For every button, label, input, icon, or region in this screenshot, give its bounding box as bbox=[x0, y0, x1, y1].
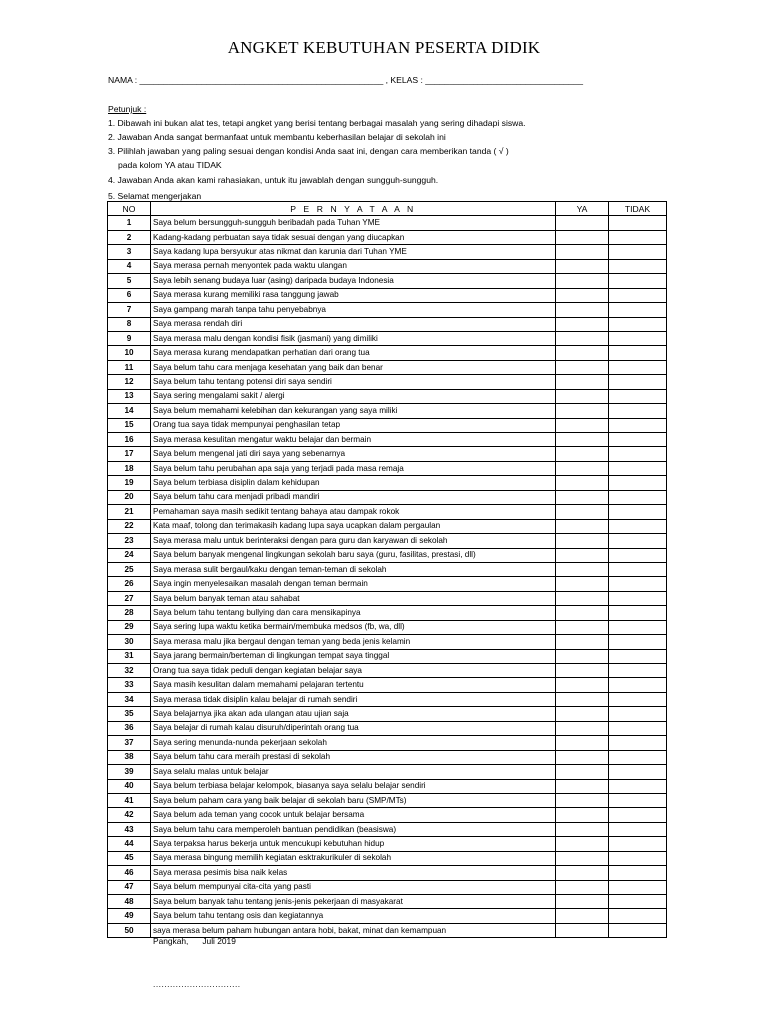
tidak-checkbox-cell[interactable] bbox=[609, 216, 667, 230]
row-number: 27 bbox=[108, 591, 151, 605]
row-number: 43 bbox=[108, 822, 151, 836]
ya-checkbox-cell[interactable] bbox=[556, 577, 609, 591]
instruction-item-1: 1. Dibawah ini bukan alat tes, tetapi angket yang berisi tentang berbagai masalah yang sering dihadapi siswa. bbox=[108, 118, 526, 128]
row-number: 45 bbox=[108, 851, 151, 865]
statement-text: Saya merasa malu dengan kondisi fisik (jasmani) yang dimiliki bbox=[151, 331, 556, 345]
ya-checkbox-cell[interactable] bbox=[556, 519, 609, 533]
table-row bbox=[108, 866, 667, 880]
row-number: 32 bbox=[108, 664, 151, 678]
table-row bbox=[108, 793, 667, 807]
header-tidak: TIDAK bbox=[609, 202, 667, 216]
row-number: 11 bbox=[108, 360, 151, 374]
table-row bbox=[108, 476, 667, 490]
ya-checkbox-cell[interactable] bbox=[556, 562, 609, 576]
table-row bbox=[108, 880, 667, 894]
tidak-checkbox-cell[interactable] bbox=[609, 851, 667, 865]
statement-text: Saya merasa bingung memilih kegiatan esktrakurikuler di sekolah bbox=[151, 851, 556, 865]
tidak-checkbox-cell[interactable] bbox=[609, 317, 667, 331]
table-row bbox=[108, 259, 667, 273]
tidak-checkbox-cell[interactable] bbox=[609, 591, 667, 605]
row-number: 16 bbox=[108, 433, 151, 447]
instruction-item-2: 2. Jawaban Anda sangat bermanfaat untuk membantu keberhasilan belajar di sekolah ini bbox=[108, 132, 446, 142]
tidak-checkbox-cell[interactable] bbox=[609, 331, 667, 345]
tidak-checkbox-cell[interactable] bbox=[609, 562, 667, 576]
statement-text: saya merasa belum paham hubungan antara hobi, bakat, minat dan kemampuan bbox=[151, 923, 556, 937]
statement-text: Saya belum ada teman yang cocok untuk belajar bersama bbox=[151, 808, 556, 822]
row-number: 36 bbox=[108, 721, 151, 735]
table-row bbox=[108, 375, 667, 389]
ya-checkbox-cell[interactable] bbox=[556, 548, 609, 562]
ya-checkbox-cell[interactable] bbox=[556, 765, 609, 779]
statement-text: Saya belum terbiasa disiplin dalam kehidupan bbox=[151, 476, 556, 490]
ya-checkbox-cell[interactable] bbox=[556, 736, 609, 750]
tidak-checkbox-cell[interactable] bbox=[609, 750, 667, 764]
ya-checkbox-cell[interactable] bbox=[556, 909, 609, 923]
table-row bbox=[108, 909, 667, 923]
ya-checkbox-cell[interactable] bbox=[556, 433, 609, 447]
tidak-checkbox-cell[interactable] bbox=[609, 779, 667, 793]
tidak-checkbox-cell[interactable] bbox=[609, 288, 667, 302]
row-number: 8 bbox=[108, 317, 151, 331]
ya-checkbox-cell[interactable] bbox=[556, 678, 609, 692]
ya-checkbox-cell[interactable] bbox=[556, 404, 609, 418]
ya-checkbox-cell[interactable] bbox=[556, 230, 609, 244]
header-statement: P E R N Y A T A A N bbox=[151, 202, 556, 216]
table-row bbox=[108, 577, 667, 591]
tidak-checkbox-cell[interactable] bbox=[609, 360, 667, 374]
tidak-checkbox-cell[interactable] bbox=[609, 808, 667, 822]
row-number: 50 bbox=[108, 923, 151, 937]
row-number: 49 bbox=[108, 909, 151, 923]
table-row bbox=[108, 779, 667, 793]
ya-checkbox-cell[interactable] bbox=[556, 331, 609, 345]
ya-checkbox-cell[interactable] bbox=[556, 721, 609, 735]
statement-text: Saya merasa kesulitan mengatur waktu belajar dan bermain bbox=[151, 433, 556, 447]
ya-checkbox-cell[interactable] bbox=[556, 288, 609, 302]
statement-text: Saya belum terbiasa belajar kelompok, biasanya saya selalu belajar sendiri bbox=[151, 779, 556, 793]
statement-text: Saya belum banyak teman atau sahabat bbox=[151, 591, 556, 605]
table-row bbox=[108, 620, 667, 634]
table-row bbox=[108, 274, 667, 288]
statement-text: Saya belajarnya jika akan ada ulangan atau ujian saja bbox=[151, 707, 556, 721]
statement-text: Saya belum tahu tentang bullying dan cara mensikapinya bbox=[151, 606, 556, 620]
table-row bbox=[108, 433, 667, 447]
table-row bbox=[108, 331, 667, 345]
row-number: 9 bbox=[108, 331, 151, 345]
statement-text: Saya merasa kurang memiliki rasa tanggung jawab bbox=[151, 288, 556, 302]
row-number: 14 bbox=[108, 404, 151, 418]
statement-text: Saya belum tahu perubahan apa saja yang terjadi pada masa remaja bbox=[151, 461, 556, 475]
statement-text: Saya ingin menyelesaikan masalah dengan teman bermain bbox=[151, 577, 556, 591]
row-number: 48 bbox=[108, 895, 151, 909]
ya-checkbox-cell[interactable] bbox=[556, 505, 609, 519]
table-row bbox=[108, 447, 667, 461]
ya-checkbox-cell[interactable] bbox=[556, 259, 609, 273]
signature-place-date: Pangkah, Juli 2019 bbox=[153, 936, 236, 946]
statement-text: Saya merasa sulit bergaul/kaku dengan teman-teman di sekolah bbox=[151, 562, 556, 576]
statement-text: Saya merasa pernah menyontek pada waktu ulangan bbox=[151, 259, 556, 273]
table-row bbox=[108, 851, 667, 865]
table-row bbox=[108, 461, 667, 475]
table-row bbox=[108, 360, 667, 374]
tidak-checkbox-cell[interactable] bbox=[609, 837, 667, 851]
ya-checkbox-cell[interactable] bbox=[556, 880, 609, 894]
ya-checkbox-cell[interactable] bbox=[556, 418, 609, 432]
table-row bbox=[108, 245, 667, 259]
table-row bbox=[108, 562, 667, 576]
tidak-checkbox-cell[interactable] bbox=[609, 433, 667, 447]
ya-checkbox-cell[interactable] bbox=[556, 591, 609, 605]
tidak-checkbox-cell[interactable] bbox=[609, 880, 667, 894]
tidak-checkbox-cell[interactable] bbox=[609, 404, 667, 418]
ya-checkbox-cell[interactable] bbox=[556, 461, 609, 475]
statement-text: Saya jarang bermain/berteman di lingkungan tempat saya tinggal bbox=[151, 649, 556, 663]
row-number: 29 bbox=[108, 620, 151, 634]
statement-text: Saya masih kesulitan dalam memahami pelajaran tertentu bbox=[151, 678, 556, 692]
tidak-checkbox-cell[interactable] bbox=[609, 577, 667, 591]
row-number: 47 bbox=[108, 880, 151, 894]
tidak-checkbox-cell[interactable] bbox=[609, 418, 667, 432]
row-number: 24 bbox=[108, 548, 151, 562]
ya-checkbox-cell[interactable] bbox=[556, 635, 609, 649]
ya-checkbox-cell[interactable] bbox=[556, 360, 609, 374]
statement-text: Saya belum banyak tahu tentang jenis-jenis pekerjaan di masyakarat bbox=[151, 895, 556, 909]
ya-checkbox-cell[interactable] bbox=[556, 808, 609, 822]
table-row bbox=[108, 635, 667, 649]
tidak-checkbox-cell[interactable] bbox=[609, 245, 667, 259]
row-number: 4 bbox=[108, 259, 151, 273]
tidak-checkbox-cell[interactable] bbox=[609, 635, 667, 649]
instruction-item-4: 4. Jawaban Anda akan kami rahasiakan, untuk itu jawablah dengan sungguh-sungguh. bbox=[108, 175, 439, 185]
row-number: 12 bbox=[108, 375, 151, 389]
tidak-checkbox-cell[interactable] bbox=[609, 909, 667, 923]
statement-text: Saya merasa malu jika bergaul dengan teman yang beda jenis kelamin bbox=[151, 635, 556, 649]
ya-checkbox-cell[interactable] bbox=[556, 895, 609, 909]
table-row bbox=[108, 303, 667, 317]
statement-text: Saya gampang marah tanpa tahu penyebabnya bbox=[151, 303, 556, 317]
table-body bbox=[108, 216, 667, 938]
table-row bbox=[108, 678, 667, 692]
ya-checkbox-cell[interactable] bbox=[556, 664, 609, 678]
row-number: 5 bbox=[108, 274, 151, 288]
statement-text: Saya lebih senang budaya luar (asing) daripada budaya Indonesia bbox=[151, 274, 556, 288]
tidak-checkbox-cell[interactable] bbox=[609, 548, 667, 562]
statement-text: Pemahaman saya masih sedikit tentang bahaya atau dampak rokok bbox=[151, 505, 556, 519]
tidak-checkbox-cell[interactable] bbox=[609, 707, 667, 721]
statement-text: Saya sering lupa waktu ketika bermain/membuka medsos (fb, wa, dll) bbox=[151, 620, 556, 634]
table-row bbox=[108, 649, 667, 663]
ya-checkbox-cell[interactable] bbox=[556, 649, 609, 663]
table-row bbox=[108, 418, 667, 432]
ya-checkbox-cell[interactable] bbox=[556, 620, 609, 634]
row-number: 26 bbox=[108, 577, 151, 591]
tidak-checkbox-cell[interactable] bbox=[609, 461, 667, 475]
row-number: 20 bbox=[108, 490, 151, 504]
tidak-checkbox-cell[interactable] bbox=[609, 664, 667, 678]
statement-text: Saya sering mengalami sakit / alergi bbox=[151, 389, 556, 403]
tidak-checkbox-cell[interactable] bbox=[609, 230, 667, 244]
statement-text: Saya belajar di rumah kalau disuruh/diperintah orang tua bbox=[151, 721, 556, 735]
statement-text: Saya belum tahu cara menjaga kesehatan yang baik dan benar bbox=[151, 360, 556, 374]
ya-checkbox-cell[interactable] bbox=[556, 837, 609, 851]
tidak-checkbox-cell[interactable] bbox=[609, 274, 667, 288]
table-row bbox=[108, 230, 667, 244]
statement-text: Saya belum tahu cara meraih prestasi di sekolah bbox=[151, 750, 556, 764]
ya-checkbox-cell[interactable] bbox=[556, 866, 609, 880]
statement-text: Saya merasa pesimis bisa naik kelas bbox=[151, 866, 556, 880]
row-number: 40 bbox=[108, 779, 151, 793]
tidak-checkbox-cell[interactable] bbox=[609, 822, 667, 836]
statement-text: Saya merasa kurang mendapatkan perhatian dari orang tua bbox=[151, 346, 556, 360]
statement-text: Orang tua saya tidak peduli dengan kegiatan belajar saya bbox=[151, 664, 556, 678]
table-row bbox=[108, 591, 667, 605]
statement-text: Saya merasa malu untuk berinteraksi dengan para guru dan karyawan di sekolah bbox=[151, 534, 556, 548]
statement-text: Kadang-kadang perbuatan saya tidak sesuai dengan yang diucapkan bbox=[151, 230, 556, 244]
row-number: 7 bbox=[108, 303, 151, 317]
tidak-checkbox-cell[interactable] bbox=[609, 736, 667, 750]
row-number: 42 bbox=[108, 808, 151, 822]
tidak-checkbox-cell[interactable] bbox=[609, 375, 667, 389]
instruction-item-3-continued: pada kolom YA atau TIDAK bbox=[118, 160, 222, 170]
table-header-row bbox=[108, 202, 667, 216]
ya-checkbox-cell[interactable] bbox=[556, 346, 609, 360]
tidak-checkbox-cell[interactable] bbox=[609, 346, 667, 360]
tidak-checkbox-cell[interactable] bbox=[609, 519, 667, 533]
row-number: 37 bbox=[108, 736, 151, 750]
table-row bbox=[108, 808, 667, 822]
table-row bbox=[108, 895, 667, 909]
tidak-checkbox-cell[interactable] bbox=[609, 476, 667, 490]
row-number: 38 bbox=[108, 750, 151, 764]
row-number: 35 bbox=[108, 707, 151, 721]
row-number: 2 bbox=[108, 230, 151, 244]
document-title: ANGKET KEBUTUHAN PESERTA DIDIK bbox=[227, 38, 541, 57]
ya-checkbox-cell[interactable] bbox=[556, 274, 609, 288]
tidak-checkbox-cell[interactable] bbox=[609, 534, 667, 548]
row-number: 30 bbox=[108, 635, 151, 649]
ya-checkbox-cell[interactable] bbox=[556, 692, 609, 706]
ya-checkbox-cell[interactable] bbox=[556, 707, 609, 721]
statement-text: Saya merasa tidak disiplin kalau belajar di rumah sendiri bbox=[151, 692, 556, 706]
ya-checkbox-cell[interactable] bbox=[556, 779, 609, 793]
statement-text: Saya belum tahu tentang potensi diri saya sendiri bbox=[151, 375, 556, 389]
ya-checkbox-cell[interactable] bbox=[556, 317, 609, 331]
row-number: 46 bbox=[108, 866, 151, 880]
tidak-checkbox-cell[interactable] bbox=[609, 620, 667, 634]
statement-text: Saya belum tahu tentang osis dan kegiatannya bbox=[151, 909, 556, 923]
ya-checkbox-cell[interactable] bbox=[556, 793, 609, 807]
table-row bbox=[108, 692, 667, 706]
table-row bbox=[108, 707, 667, 721]
table-row bbox=[108, 216, 667, 230]
header-no: NO bbox=[108, 202, 151, 216]
statement-text: Saya belum tahu cara memperoleh bantuan pendidikan (beasiswa) bbox=[151, 822, 556, 836]
row-number: 25 bbox=[108, 562, 151, 576]
tidak-checkbox-cell[interactable] bbox=[609, 765, 667, 779]
row-number: 1 bbox=[108, 216, 151, 230]
ya-checkbox-cell[interactable] bbox=[556, 389, 609, 403]
ya-checkbox-cell[interactable] bbox=[556, 490, 609, 504]
tidak-checkbox-cell[interactable] bbox=[609, 259, 667, 273]
row-number: 39 bbox=[108, 765, 151, 779]
table-row bbox=[108, 765, 667, 779]
tidak-checkbox-cell[interactable] bbox=[609, 692, 667, 706]
table-row bbox=[108, 750, 667, 764]
statement-text: Saya sering menunda-nunda pekerjaan sekolah bbox=[151, 736, 556, 750]
statement-text: Kata maaf, tolong dan terimakasih kadang lupa saya ucapkan dalam pergaulan bbox=[151, 519, 556, 533]
table-row bbox=[108, 346, 667, 360]
tidak-checkbox-cell[interactable] bbox=[609, 649, 667, 663]
instruction-item-5: 5. Selamat mengerjakan bbox=[108, 191, 202, 201]
ya-checkbox-cell[interactable] bbox=[556, 534, 609, 548]
tidak-checkbox-cell[interactable] bbox=[609, 303, 667, 317]
statement-text: Saya merasa rendah diri bbox=[151, 317, 556, 331]
row-number: 18 bbox=[108, 461, 151, 475]
ya-checkbox-cell[interactable] bbox=[556, 851, 609, 865]
statement-text: Saya terpaksa harus bekerja untuk mencukupi kebutuhan hidup bbox=[151, 837, 556, 851]
table-row bbox=[108, 606, 667, 620]
tidak-checkbox-cell[interactable] bbox=[609, 678, 667, 692]
row-number: 10 bbox=[108, 346, 151, 360]
statement-text: Saya belum memahami kelebihan dan kekurangan yang saya miliki bbox=[151, 404, 556, 418]
row-number: 44 bbox=[108, 837, 151, 851]
row-number: 23 bbox=[108, 534, 151, 548]
table-row bbox=[108, 519, 667, 533]
table-row bbox=[108, 288, 667, 302]
table-row bbox=[108, 490, 667, 504]
statement-text: Orang tua saya tidak mempunyai penghasilan tetap bbox=[151, 418, 556, 432]
instruction-item-3: 3. Pilihlah jawaban yang paling sesuai dengan kondisi Anda saat ini, dengan cara memberikan tanda ( √ ) bbox=[108, 146, 509, 156]
row-number: 34 bbox=[108, 692, 151, 706]
ya-checkbox-cell[interactable] bbox=[556, 303, 609, 317]
ya-checkbox-cell[interactable] bbox=[556, 822, 609, 836]
questionnaire-table bbox=[107, 201, 667, 938]
tidak-checkbox-cell[interactable] bbox=[609, 389, 667, 403]
statement-text: Saya selalu malas untuk belajar bbox=[151, 765, 556, 779]
ya-checkbox-cell[interactable] bbox=[556, 476, 609, 490]
table-row bbox=[108, 534, 667, 548]
tidak-checkbox-cell[interactable] bbox=[609, 606, 667, 620]
tidak-checkbox-cell[interactable] bbox=[609, 490, 667, 504]
tidak-checkbox-cell[interactable] bbox=[609, 721, 667, 735]
instructions-heading: Petunjuk : bbox=[108, 104, 147, 114]
ya-checkbox-cell[interactable] bbox=[556, 216, 609, 230]
row-number: 28 bbox=[108, 606, 151, 620]
tidak-checkbox-cell[interactable] bbox=[609, 866, 667, 880]
table-row bbox=[108, 505, 667, 519]
tidak-checkbox-cell[interactable] bbox=[609, 447, 667, 461]
table-row bbox=[108, 548, 667, 562]
row-number: 19 bbox=[108, 476, 151, 490]
table-row bbox=[108, 736, 667, 750]
table-row bbox=[108, 317, 667, 331]
row-number: 6 bbox=[108, 288, 151, 302]
ya-checkbox-cell[interactable] bbox=[556, 375, 609, 389]
header-ya: YA bbox=[556, 202, 609, 216]
ya-checkbox-cell[interactable] bbox=[556, 245, 609, 259]
ya-checkbox-cell[interactable] bbox=[556, 447, 609, 461]
row-number: 41 bbox=[108, 793, 151, 807]
statement-text: Saya belum banyak mengenal lingkungan sekolah baru saya (guru, fasilitas, prestasi, dll) bbox=[151, 548, 556, 562]
row-number: 3 bbox=[108, 245, 151, 259]
row-number: 22 bbox=[108, 519, 151, 533]
row-number: 13 bbox=[108, 389, 151, 403]
tidak-checkbox-cell[interactable] bbox=[609, 505, 667, 519]
table-row bbox=[108, 404, 667, 418]
statement-text: Saya belum bersungguh-sungguh beribadah pada Tuhan YME bbox=[151, 216, 556, 230]
name-class-field-line: NAMA : ___________________________________________________ , KELAS : _________________________________ bbox=[108, 75, 584, 85]
table-row bbox=[108, 822, 667, 836]
ya-checkbox-cell[interactable] bbox=[556, 923, 609, 937]
statement-text: Saya belum paham cara yang baik belajar di sekolah baru (SMP/MTs) bbox=[151, 793, 556, 807]
row-number: 21 bbox=[108, 505, 151, 519]
row-number: 33 bbox=[108, 678, 151, 692]
signature-line: ............................... bbox=[153, 979, 241, 989]
row-number: 31 bbox=[108, 649, 151, 663]
tidak-checkbox-cell[interactable] bbox=[609, 793, 667, 807]
tidak-checkbox-cell[interactable] bbox=[609, 923, 667, 937]
ya-checkbox-cell[interactable] bbox=[556, 750, 609, 764]
table-row bbox=[108, 837, 667, 851]
statement-text: Saya belum mengenal jati diri saya yang sebenarnya bbox=[151, 447, 556, 461]
table-row bbox=[108, 664, 667, 678]
table-row bbox=[108, 389, 667, 403]
statement-text: Saya belum mempunyai cita-cita yang pasti bbox=[151, 880, 556, 894]
tidak-checkbox-cell[interactable] bbox=[609, 895, 667, 909]
row-number: 15 bbox=[108, 418, 151, 432]
row-number: 17 bbox=[108, 447, 151, 461]
statement-text: Saya kadang lupa bersyukur atas nikmat dan karunia dari Tuhan YME bbox=[151, 245, 556, 259]
statement-text: Saya belum tahu cara menjadi pribadi mandiri bbox=[151, 490, 556, 504]
ya-checkbox-cell[interactable] bbox=[556, 606, 609, 620]
table-row bbox=[108, 721, 667, 735]
